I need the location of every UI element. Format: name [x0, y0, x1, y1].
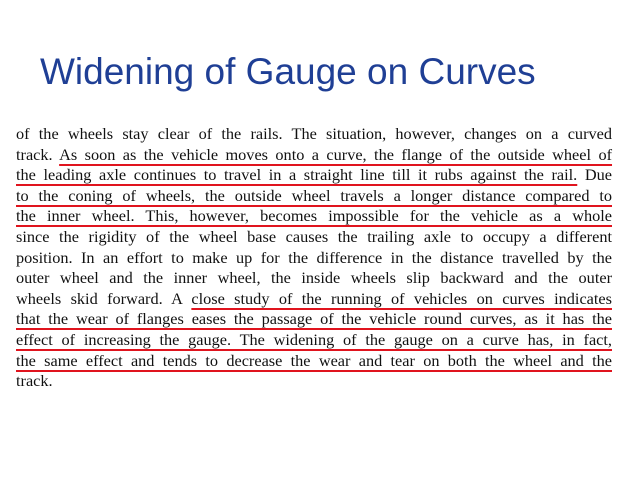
text-segment: since the rigidity of the wheel base causes the trailing axle to occupy a different	[16, 226, 612, 246]
highlighted-text: to the coning of wheels, the outside wheel travels a longer distance compared to	[16, 185, 612, 205]
text-line-13	[16, 371, 612, 392]
highlighted-text: that the wear of flanges eases the passage of the vehicle round curves, as it has the	[16, 309, 612, 329]
text-segment: track.	[16, 144, 60, 164]
text-line-1	[16, 124, 612, 145]
highlighted-text: As soon as the vehicle moves onto a curve, the flange of the outside wheel of	[59, 144, 613, 164]
text-line-8	[16, 268, 612, 289]
highlighted-text: the same effect and tends to decrease the wear and tear on both the wheel and the	[16, 350, 612, 370]
slide-body-text	[16, 124, 612, 392]
text-line-10	[16, 309, 612, 330]
highlighted-text: the inner wheel. This, however, becomes impossible for the vehicle as a whole	[16, 206, 612, 226]
text-line-12	[16, 351, 612, 372]
highlighted-text: close study of the running of vehicles on curves indicates	[191, 288, 612, 308]
text-segment: track.	[16, 371, 53, 391]
text-segment: wheels skid forward. A	[16, 288, 192, 308]
text-line-4	[16, 186, 612, 207]
text-segment: position. In an effort to make up for the difference in the distance travelled by the	[16, 247, 612, 267]
slide-title: Widening of Gauge on Curves	[40, 51, 536, 92]
text-line-6	[16, 227, 612, 248]
text-line-5	[16, 206, 612, 227]
highlighted-text: effect of increasing the gauge. The widening of the gauge on a curve has, in fact,	[16, 329, 612, 349]
text-line-7	[16, 248, 612, 269]
text-line-11	[16, 330, 612, 351]
text-segment: outer wheel and the inner wheel, the inside wheels slip backward and the outer	[16, 268, 612, 288]
text-line-9	[16, 289, 612, 310]
text-line-3	[16, 165, 612, 186]
text-segment: of the wheels stay clear of the rails. The situation, however, changes on a curved	[16, 124, 612, 143]
text-line-2	[16, 145, 612, 166]
highlighted-text: the leading axle continues to travel in a straight line till it rubs against the rail.	[16, 165, 578, 185]
text-segment: Due	[577, 165, 612, 185]
